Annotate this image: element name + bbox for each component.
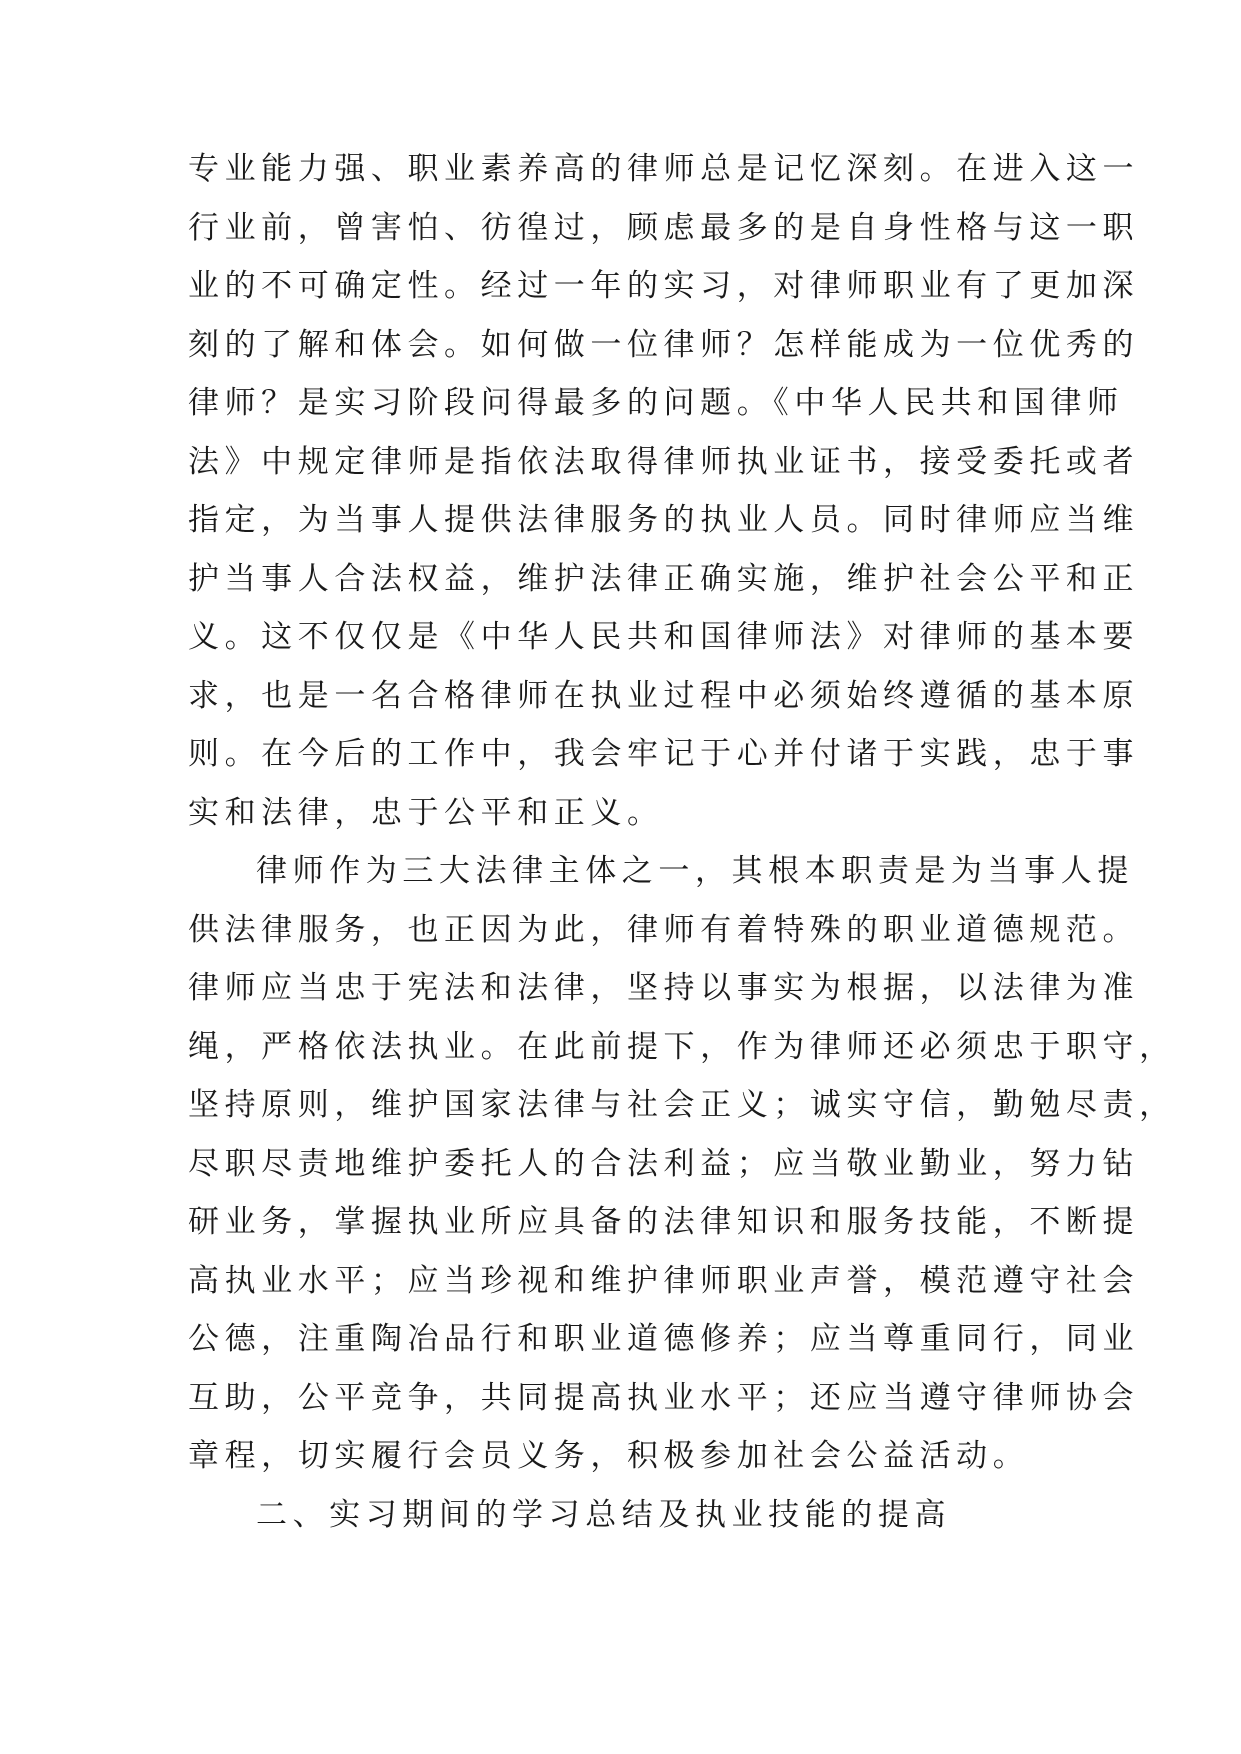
paragraph-line: 坚持原则，维护国家法律与社会正义；诚实守信，勤勉尽责， [188, 1087, 1176, 1123]
document-body [188, 140, 1176, 1544]
paragraph-line: 绳，严格依法执业。在此前提下，作为律师还必须忠于职守， [188, 1028, 1176, 1065]
paragraph-line: 公德，注重陶冶品行和职业道德修养；应当尊重同行，同业 [188, 1321, 1140, 1357]
paragraph-line: 律师？是实习阶段问得最多的问题。《中华人民共和国律师 [188, 385, 1124, 421]
paragraph-line: 护当事人合法权益，维护法律正确实施，维护社会公平和正 [188, 560, 1140, 597]
paragraph-line: 专业能力强、职业素养高的律师总是记忆深刻。在进入这一 [188, 151, 1140, 187]
paragraph-line: 刻的了解和体会。如何做一位律师？怎样能成为一位优秀的 [188, 326, 1140, 363]
paragraph-line: 章程，切实履行会员义务，积极参加社会公益活动。 [188, 1438, 1030, 1474]
paragraph-line: 高执业水平；应当珍视和维护律师职业声誉，模范遵守社会 [188, 1262, 1140, 1299]
paragraph-line: 研业务，掌握执业所应具备的法律知识和服务技能，不断提 [188, 1204, 1140, 1240]
paragraph-line: 义。这不仅仅是《中华人民共和国律师法》对律师的基本要 [188, 619, 1140, 655]
paragraph-first-line: 律师作为三大法律主体之一，其根本职责是为当事人提 [256, 853, 1134, 889]
paragraph-line: 供法律服务，也正因为此，律师有着特殊的职业道德规范。 [188, 911, 1140, 948]
paragraph-line: 则。在今后的工作中，我会牢记于心并付诸于实践，忠于事 [188, 736, 1140, 772]
paragraph-line: 求，也是一名合格律师在执业过程中必须始终遵循的基本原 [188, 677, 1140, 714]
paragraph-line: 尽职尽责地维护委托人的合法利益；应当敬业勤业，努力钻 [188, 1145, 1140, 1182]
paragraph-line: 律师应当忠于宪法和法律，坚持以事实为根据，以法律为准 [188, 970, 1140, 1006]
paragraph-line: 行业前，曾害怕、彷徨过，顾虑最多的是自身性格与这一职 [188, 209, 1140, 246]
paragraph-line: 业的不可确定性。经过一年的实习，对律师职业有了更加深 [188, 268, 1140, 304]
paragraph-line: 指定，为当事人提供法律服务的执业人员。同时律师应当维 [188, 502, 1140, 538]
section-heading: 二、实习期间的学习总结及执业技能的提高 [256, 1496, 952, 1533]
paragraph-line: 互助，公平竞争，共同提高执业水平；还应当遵守律师协会 [188, 1379, 1140, 1416]
paragraph-line: 法》中规定律师是指依法取得律师执业证书，接受委托或者 [188, 443, 1140, 480]
paragraph-line: 实和法律，忠于公平和正义。 [188, 794, 664, 831]
